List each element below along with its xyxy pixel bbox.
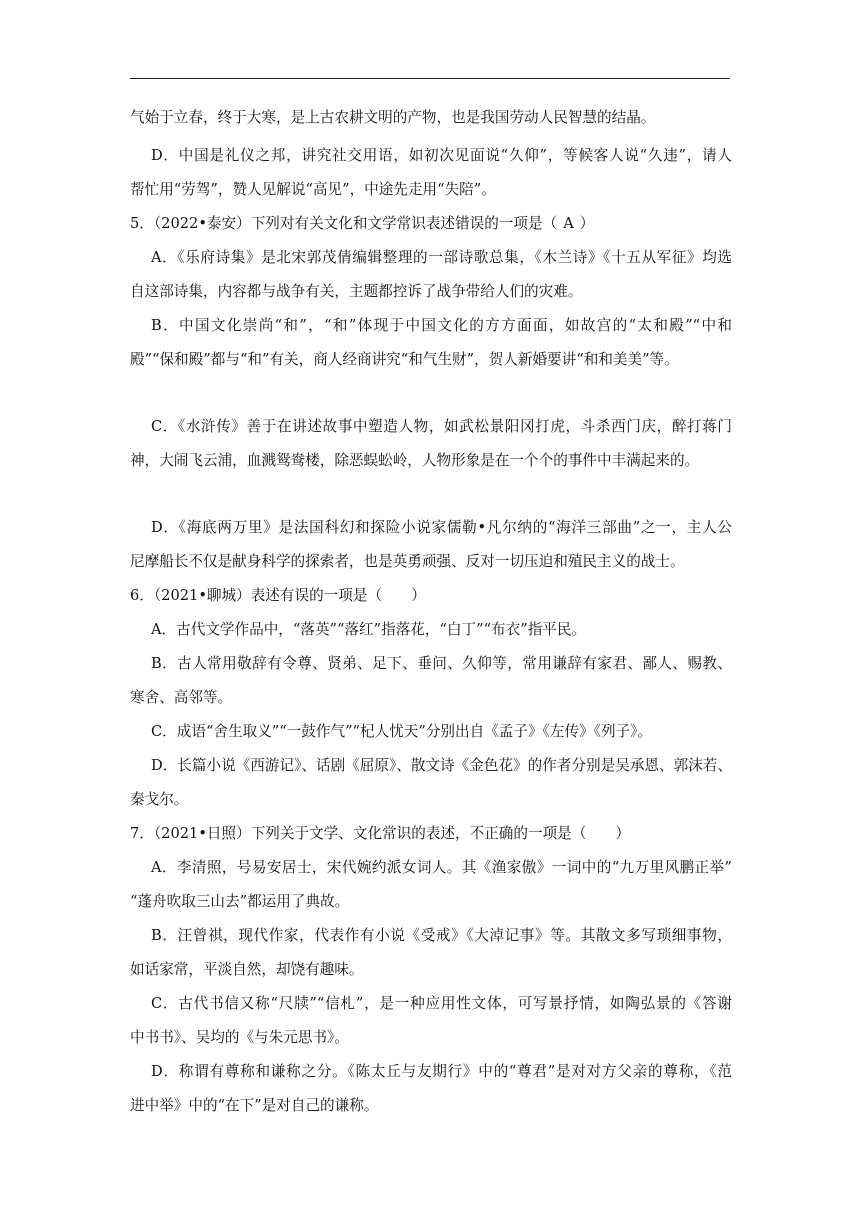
text-line: 神，大闹飞云浦，血溅鸳鸯楼，除恶蜈蚣岭，人物形象是在一个个的事件中丰满起来的。 (130, 452, 700, 469)
option-c-line: C．成语“舍生取义”“一鼓作气”“杞人忧天”分别出自《孟子》《左传》《列子》。 (151, 723, 653, 740)
option-a-line: A．《乐府诗集》是北宋郭茂倩编辑整理的一部诗歌总集，《木兰诗》《十五从军征》均选 (151, 249, 732, 266)
option-d-line: D．中国是礼仪之邦，讲究社交用语，如初次见面说“久仰”，等候客人说“久违”，请人 (151, 147, 732, 164)
text-line: 进中举》中的“在下”是对自己的谦称。 (130, 1097, 379, 1114)
text-line: 中书书》、吴均的《与朱元思书》。 (130, 1029, 349, 1046)
question-6-stem: 6．（2021•聊城）表述有误的一项是（ ） (130, 587, 426, 604)
question-5-prefix: 5．（2022•泰安）下列对有关文化和文学常识表述错误的一项是（ (130, 215, 558, 232)
text-line: 如话家常，平淡自然，却饶有趣味。 (130, 961, 364, 978)
text-line: 寒舍、高邻等。 (130, 689, 233, 706)
question-5-suffix: ） (579, 215, 595, 232)
text-line: 秦戈尔。 (130, 791, 189, 808)
text-line: “蓬舟吹取三山去”都运用了典故。 (130, 893, 350, 910)
text-line: 自这部诗集，内容都与战争有关，主题都控诉了战争带给人们的灾难。 (130, 283, 583, 300)
option-d-line: D．长篇小说《西游记》、话剧《屈原》、散文诗《金色花》的作者分别是吴承恩、郭沫若、 (151, 757, 732, 774)
text-line: 尼摩船长不仅是献身科学的探索者，也是英勇顽强、反对一切压迫和殖民主义的战士。 (130, 553, 685, 570)
text-line: 殿”“保和殿”都与“和”有关，商人经商讲究“和气生财”，贺人新婚要讲“和和美美”等。 (130, 351, 679, 368)
question-5-stem (130, 214, 732, 234)
question-7-stem: 7．（2021•日照）下列关于文学、文化常识的表述，不正确的一项是（ ） (130, 825, 631, 842)
option-b-line: B．古人常用敬辞有令尊、贤弟、足下、垂问、久仰等，常用谦辞有家君、鄙人、赐教、 (151, 655, 732, 672)
option-b-line: B．中国文化崇尚“和”，“和”体现于中国文化的方方面面，如故宫的“太和殿”“中和 (151, 317, 732, 334)
header-rule (130, 78, 730, 79)
option-a-line: A．古代文学作品中，“落英”“落红”指落花，“白丁”“布衣”指平民。 (151, 621, 587, 638)
text-line: 帮忙用“劳驾”，赞人见解说“高见”，中途先走用“失陪”。 (130, 181, 496, 198)
option-d-line: D．《海底两万里》是法国科幻和探险小说家儒勒•凡尔纳的“海洋三部曲”之一，主人公 (151, 519, 732, 536)
option-a-line: A．李清照，号易安居士，宋代婉约派女词人。其《渔家傲》一词中的“九万里风鹏正举” (151, 859, 732, 876)
text-line: 气始于立春，终于大寒，是上古农耕文明的产物，也是我国劳动人民智慧的结晶。 (130, 109, 656, 126)
option-c-line: C．古代书信又称“尺牍”“信札”，是一种应用性文体，可写景抒情，如陶弘景的《答谢 (151, 995, 732, 1012)
option-b-line: B．汪曾祺，现代作家，代表作有小说《受戒》《大淖记事》等。其散文多写琐细事物， (151, 927, 732, 944)
option-d-line: D．称谓有尊称和谦称之分。《陈太丘与友期行》中的“尊君”是对对方父亲的尊称，《范 (151, 1063, 732, 1080)
option-c-line: C．《水浒传》善于在讲述故事中塑造人物，如武松景阳冈打虎，斗杀西门庆，醉打蒋门 (151, 418, 732, 435)
question-5-answer: A (563, 215, 574, 232)
